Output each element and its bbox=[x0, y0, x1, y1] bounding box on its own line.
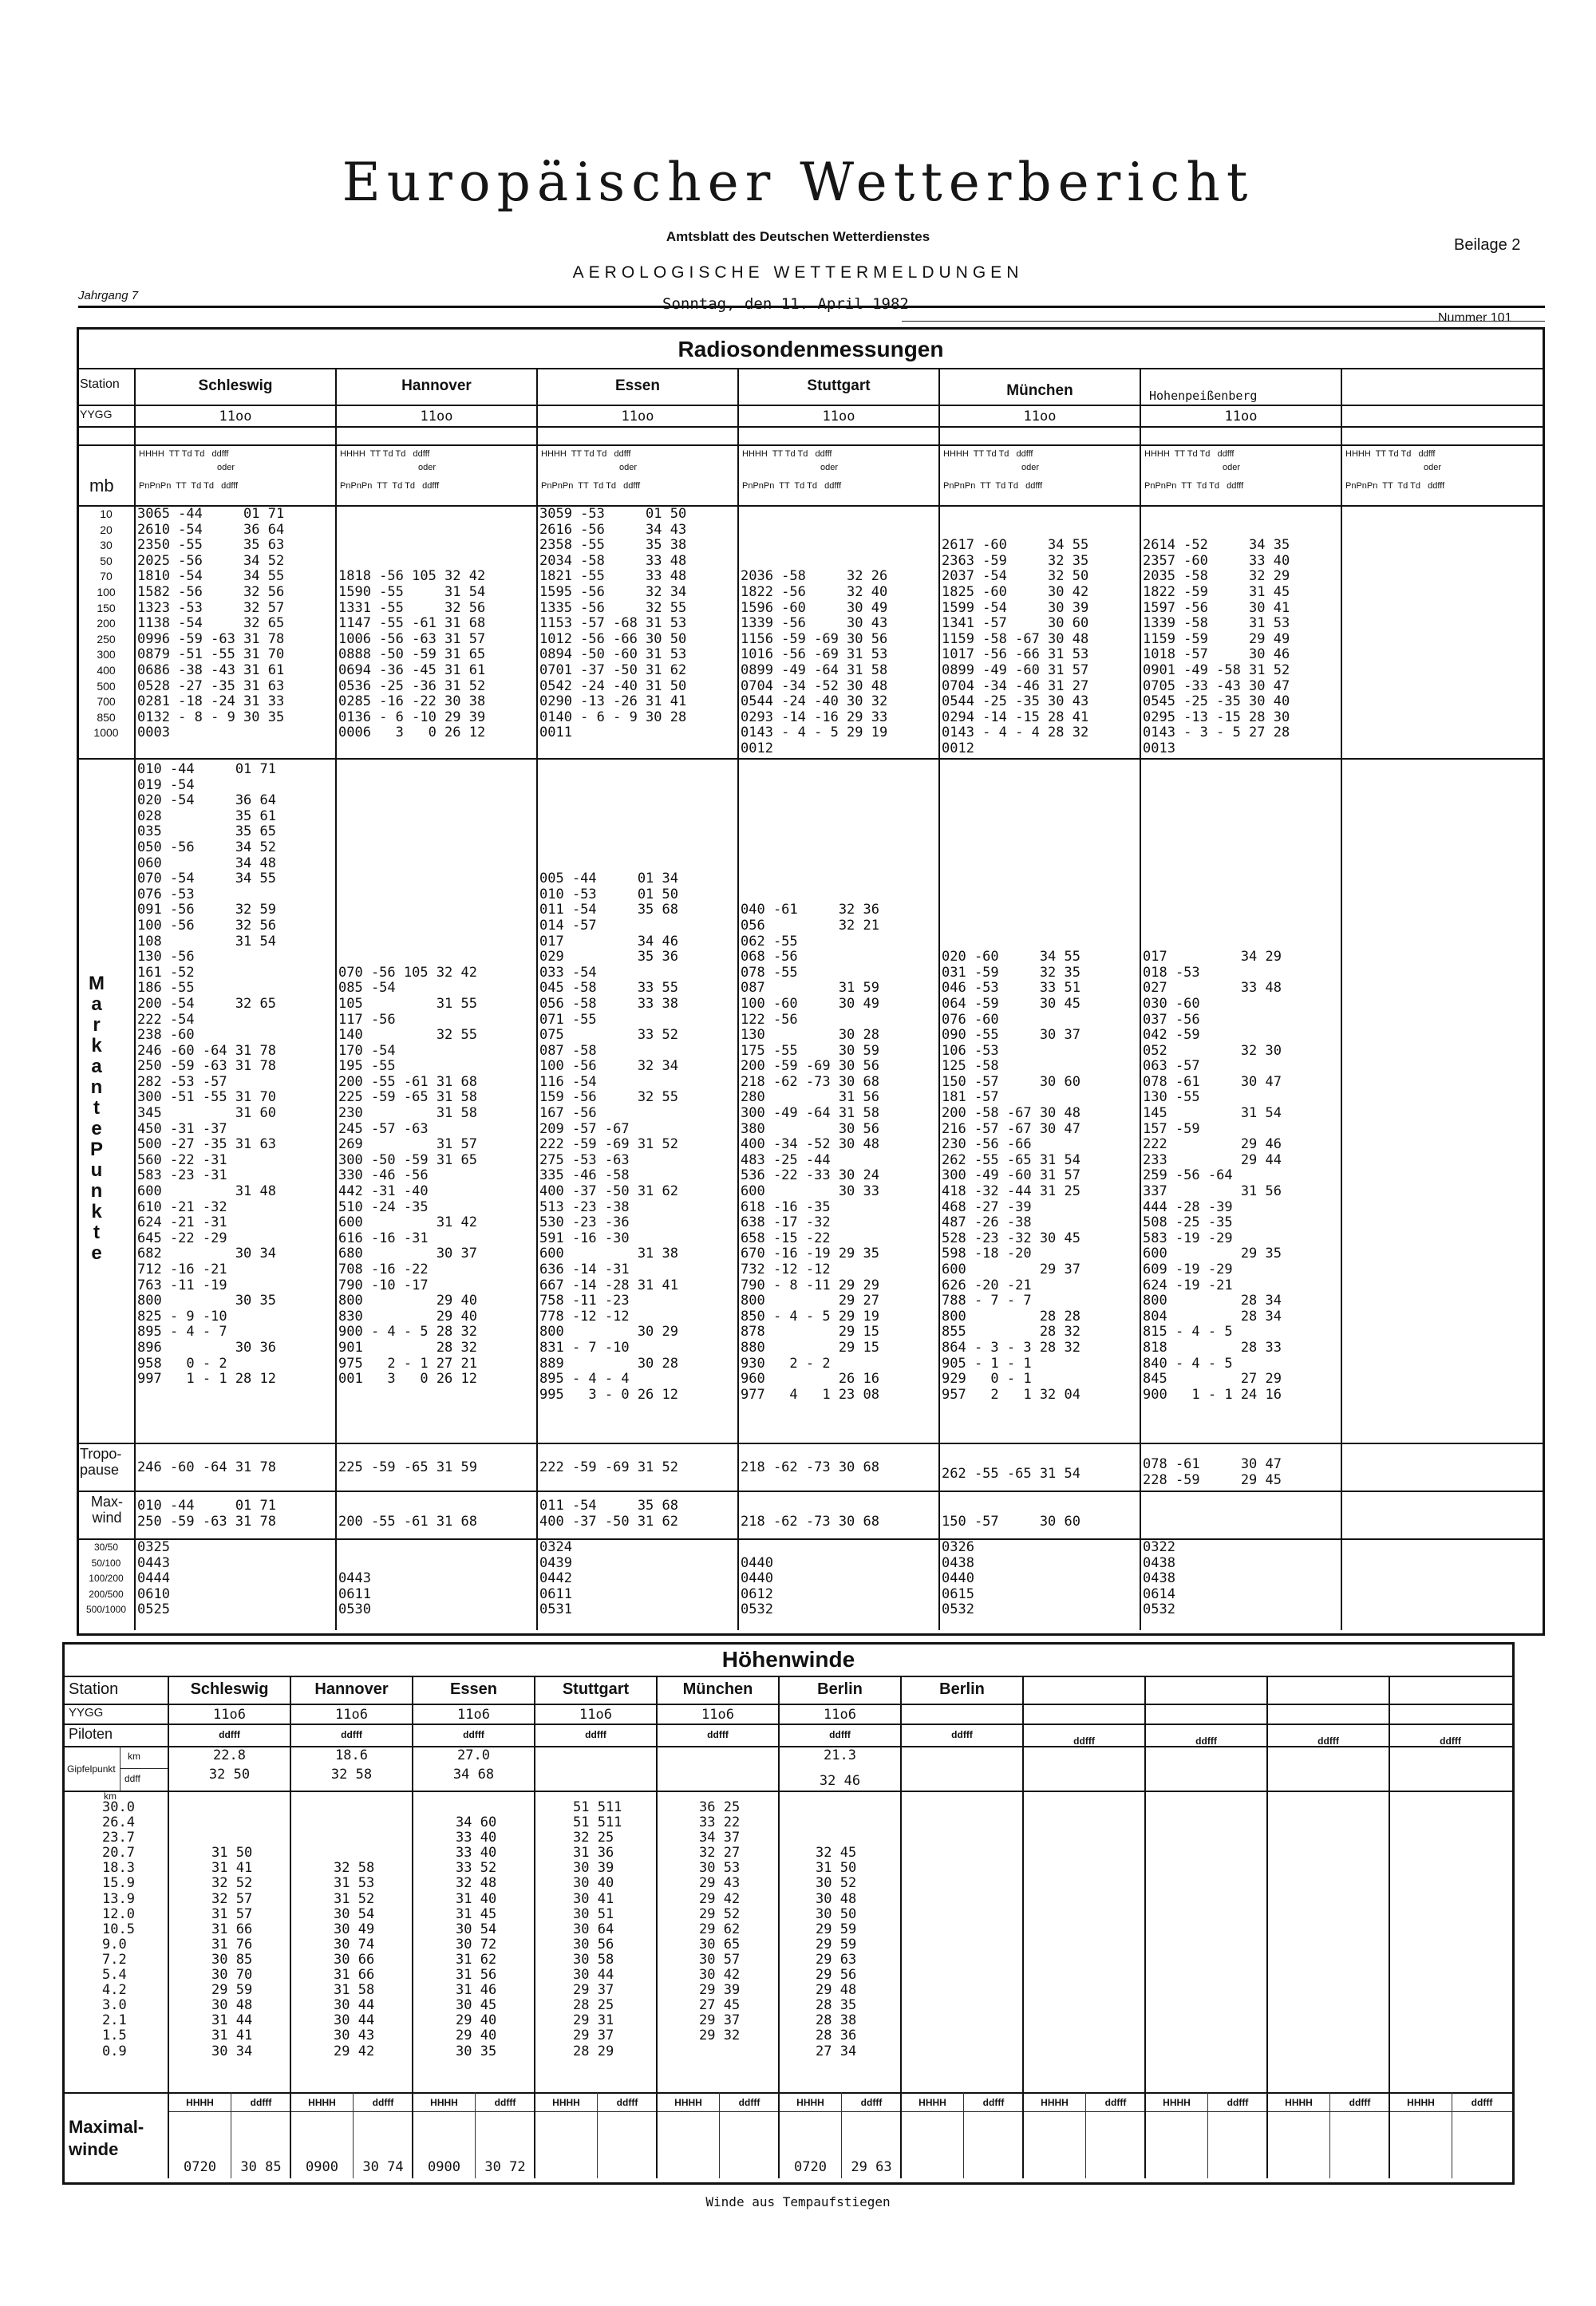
rule bbox=[77, 1538, 1545, 1540]
max-ddfff-head: ddfff bbox=[494, 2097, 516, 2108]
col-rule bbox=[719, 2092, 720, 2178]
col-rule bbox=[737, 368, 739, 1630]
max-hhhh: 0720 bbox=[794, 2159, 827, 2175]
mb-label: mb bbox=[89, 476, 114, 496]
km-col-label: km bbox=[104, 1791, 117, 1802]
max-ddfff-head: ddfff bbox=[860, 2097, 883, 2108]
col-rule bbox=[134, 368, 136, 1630]
rule bbox=[77, 444, 1545, 446]
yygg-value: 11oo bbox=[219, 409, 252, 424]
hw-station: München bbox=[682, 1680, 753, 1698]
winds-stuttgart: 51 511 51 511 32 25 31 36 30 39 30 40 30 41 30 51 30 64 30 56 30 58 30 44 29 37 28 25 29 31 29 37 28 29 bbox=[573, 1799, 622, 2059]
yygg-value: 11oo bbox=[621, 409, 654, 424]
marks-hohenpeissenberg: 017 34 29 018 -53 027 33 48 030 -60 037 -56 042 -59 052 32 30 063 -57 078 -61 30 47 130 -55 145 31 54 157 -59 222 29 46 233 29 44 259 -56 -64 337 31 56 444 -28 -39 508 -25 -35 583 -19 -29 600 29 35 609 -19 -29 624 -19 -21 800 28 34 804 28 34 815 - 4 - 5 818 28 33 840 - 4 - 5 845 27 29 900 1 - 1 24 16 bbox=[1143, 949, 1282, 1403]
hw-piloten: ddfff bbox=[1317, 1735, 1339, 1747]
marks-schleswig: 010 -44 01 71 019 -54 020 -54 36 64 028 35 61 035 35 65 050 -56 34 52 060 34 48 070 -54 34 55 076 -53 091 -56 32 59 100 -56 32 56 108 31 54 130 -56 161 -52 186 -55 200 -54 32 65 222 -54 238 -60 246 -60 -64 31 78 250 -59 -63 31 78 282 -53 -57 300 -51 -55 31 70 345 31 60 450 -31 -37 500 -27 -35 31 63 560 -22 -31 583 -23 -31 600 31 48 610 -21 -32 624 -21 -31 645 -22 -29 682 30 34 712 -16 -21 763 -11 -19 800 30 35 825 - 9 -10 895 - 4 - 7 896 30 36 958 0 - 2 997 1 - 1 28 12 bbox=[137, 761, 276, 1388]
col-rule bbox=[353, 2092, 354, 2178]
standard-levels-muenchen: 2617 -60 34 55 2363 -59 32 35 2037 -54 32 50 1825 -60 30 42 1599 -54 30 39 1341 -57 30 60 1159 -58 -67 30 48 1017 -56 -66 31 53 0899 -49 -60 31 57 0704 -34 -46 31 27 0544 -25 -35 30 43 0294 -14 -15 28 41 0143 - 4 - 4 28 32 0012 bbox=[942, 537, 1089, 756]
rule bbox=[62, 2092, 1515, 2094]
vertical-letter: t bbox=[93, 1097, 100, 1119]
colhead-l2: oder bbox=[820, 463, 839, 472]
hw-piloten: ddfff bbox=[951, 1729, 973, 1740]
hw-yygg: 11o6 bbox=[213, 1707, 246, 1723]
subtitle: AEROLOGISCHE WETTERMELDUNGEN bbox=[572, 263, 1024, 282]
col-rule bbox=[938, 368, 940, 1630]
radiosonde-title: Radiosondenmessungen bbox=[678, 337, 944, 361]
colhead-l1: HHHH TT Td Td ddfff bbox=[139, 449, 229, 459]
mb-level: 250 bbox=[97, 632, 116, 646]
tropopause-value: 225 -59 -65 31 59 bbox=[338, 1459, 477, 1475]
station-muenchen: München bbox=[1006, 382, 1073, 399]
col-rule bbox=[475, 2092, 476, 2178]
rule bbox=[77, 368, 1545, 369]
colhead-l1: HHHH TT Td Td ddfff bbox=[943, 449, 1033, 459]
mb-level: 20 bbox=[100, 523, 113, 536]
hw-station: Essen bbox=[450, 1680, 497, 1698]
hw-yygg: 11o6 bbox=[457, 1707, 490, 1723]
max-ddfff-head: ddfff bbox=[372, 2097, 394, 2108]
thickness-labels bbox=[78, 1540, 134, 1618]
maxwind-value: 010 -44 01 71 250 -59 -63 31 78 bbox=[137, 1498, 276, 1530]
max-ddfff: 30 72 bbox=[484, 2159, 526, 2175]
max-hhhh-head: HHHH bbox=[1163, 2097, 1191, 2108]
gipfel-km: 18.6 bbox=[335, 1747, 368, 1763]
vertical-letter: P bbox=[89, 1139, 103, 1160]
yygg-label: YYGG bbox=[80, 408, 113, 421]
winds-berlin: 32 45 31 50 30 52 30 48 30 50 29 59 29 59 29 63 29 56 29 48 28 35 28 38 28 36 27 34 bbox=[816, 1845, 857, 2059]
max-hhhh-head: HHHH bbox=[1041, 2097, 1069, 2108]
gipfel-dd: 32 46 bbox=[819, 1773, 861, 1789]
hw-piloten: ddfff bbox=[1073, 1735, 1095, 1747]
winds-muenchen: 36 25 33 22 34 37 32 27 30 53 29 43 29 42 29 52 29 62 30 65 30 57 30 42 29 39 27 45 29 37 29 32 bbox=[699, 1799, 741, 2044]
max-hhhh-head: HHHH bbox=[1285, 2097, 1313, 2108]
hw-yygg: 11o6 bbox=[701, 1707, 734, 1723]
thick-label: 500/1000 bbox=[85, 1604, 127, 1616]
vertical-letter: k bbox=[91, 1201, 102, 1222]
thickness-values: 0440 0440 0612 0532 bbox=[741, 1554, 773, 1618]
footer-note: Winde aus Tempaufstiegen bbox=[705, 2194, 891, 2209]
colhead-l1: HHHH TT Td Td ddfff bbox=[742, 449, 832, 459]
hw-piloten: ddfff bbox=[463, 1729, 484, 1740]
col-rule bbox=[1085, 2092, 1086, 2178]
rule bbox=[62, 1704, 1515, 1705]
max-ddfff-head: ddfff bbox=[1349, 2097, 1371, 2108]
standard-levels-schleswig: 3065 -44 01 71 2610 -54 36 64 2350 -55 35 63 2025 -56 34 52 1810 -54 34 55 1582 -56 32 56 1323 -53 32 57 1138 -54 32 65 0996 -59 -63 31 78 0879 -51 -55 31 70 0686 -38 -43 31 61 0528 -27 -35 31 63 0281 -18 -24 31 33 0132 - 8 - 9 30 35 0003 bbox=[137, 506, 285, 741]
nummer-label: Nummer 101 bbox=[1438, 311, 1512, 325]
rule bbox=[77, 426, 1545, 428]
station-schleswig: Schleswig bbox=[198, 377, 273, 394]
colhead-l2: oder bbox=[619, 463, 638, 472]
km-label: km bbox=[128, 1751, 140, 1762]
mb-level: 500 bbox=[97, 679, 116, 693]
yygg-value: 11oo bbox=[420, 409, 453, 424]
max-hhhh-head: HHHH bbox=[308, 2097, 336, 2108]
header-rule bbox=[78, 306, 1545, 308]
winds-schleswig: 31 50 31 41 32 52 32 57 31 57 31 66 31 76 30 85 30 70 29 59 30 48 31 44 31 41 30 34 bbox=[211, 1845, 253, 2059]
hw-piloten: ddfff bbox=[585, 1729, 606, 1740]
gipfel-dd: 32 50 bbox=[208, 1767, 251, 1783]
maxwind-value: 200 -55 -61 31 68 bbox=[338, 1513, 477, 1530]
yygg-label: YYGG bbox=[69, 1706, 104, 1720]
standard-levels-stuttgart: 2036 -58 32 26 1822 -56 32 40 1596 -60 30 49 1339 -56 30 43 1156 -59 -69 30 56 1016 -56 -69 31 53 0899 -49 -64 31 58 0704 -34 -52 30 48 0544 -24 -40 30 32 0293 -14 -16 29 33 0143 - 4 - 5 29 19 0012 bbox=[741, 568, 888, 756]
hw-station: Schleswig bbox=[190, 1680, 269, 1698]
mb-level: 100 bbox=[97, 585, 116, 598]
gipfel-dd: 32 58 bbox=[330, 1767, 373, 1783]
vertical-letter: n bbox=[90, 1180, 103, 1202]
max-ddfff: 30 74 bbox=[362, 2159, 404, 2175]
marks-muenchen: 020 -60 34 55 031 -59 32 35 046 -53 33 51 064 -59 30 45 076 -60 090 -55 30 37 106 -53 125 -58 150 -57 30 60 181 -57 200 -58 -67 30 48 216 -57 -67 30 47 230 -56 -66 262 -55 -65 31 54 300 -49 -60 31 57 418 -32 -44 31 25 468 -27 -39 487 -26 -38 528 -23 -32 30 45 598 -18 -20 600 29 37 626 -20 -21 788 - 7 - 7 800 28 28 855 28 32 864 - 3 - 3 28 32 905 - 1 - 1 929 0 - 1 957 2 1 32 04 bbox=[942, 949, 1080, 1403]
maxwind-value: 011 -54 35 68 400 -37 -50 31 62 bbox=[539, 1498, 678, 1530]
colhead-l3: PnPnPn TT Td Td ddfff bbox=[139, 481, 239, 491]
max-hhhh-head: HHHH bbox=[430, 2097, 458, 2108]
max-hhhh-head: HHHH bbox=[1407, 2097, 1435, 2108]
yygg-value: 11oo bbox=[822, 409, 855, 424]
gipfel-km: 21.3 bbox=[824, 1747, 856, 1763]
station-hannover: Hannover bbox=[401, 377, 472, 394]
jahrgang-label: Jahrgang 7 bbox=[78, 289, 139, 302]
mb-level: 850 bbox=[97, 710, 116, 724]
station-essen: Essen bbox=[615, 377, 660, 394]
vertical-letter: r bbox=[93, 1014, 101, 1036]
mb-level: 400 bbox=[97, 663, 116, 677]
colhead-l3: PnPnPn TT Td Td ddfff bbox=[541, 481, 641, 491]
markante-punkte-label bbox=[86, 973, 107, 1264]
tropopause-value: 078 -61 30 47 228 -59 29 45 bbox=[1143, 1456, 1282, 1488]
mb-level: 1000 bbox=[93, 726, 119, 740]
mb-level: 70 bbox=[100, 570, 113, 583]
colhead-l3: PnPnPn TT Td Td ddfff bbox=[1144, 481, 1244, 491]
hw-piloten: ddfff bbox=[219, 1729, 240, 1740]
colhead-l2: oder bbox=[1021, 463, 1040, 472]
marks-stuttgart: 040 -61 32 36 056 32 21 062 -55 068 -56 078 -55 087 31 59 100 -60 30 49 122 -56 130 30 28 175 -55 30 59 200 -59 -69 30 56 218 -62 -73 30 68 280 31 56 300 -49 -64 31 58 380 30 56 400 -34 -52 30 48 483 -25 -44 536 -22 -33 30 24 600 30 33 618 -16 -35 638 -17 -32 658 -15 -22 670 -16 -19 29 35 732 -12 -12 790 - 8 -11 29 29 800 29 27 850 - 4 - 5 29 19 878 29 15 880 29 15 930 2 - 2 960 26 16 977 4 1 23 08 bbox=[741, 902, 879, 1403]
yygg-value: 11oo bbox=[1224, 409, 1258, 424]
thick-label: 50/100 bbox=[91, 1557, 121, 1569]
col-rule bbox=[1207, 2092, 1208, 2178]
col-rule bbox=[841, 2092, 842, 2178]
mb-levels bbox=[78, 507, 134, 741]
standard-levels-hannover: 1818 -56 105 32 42 1590 -55 31 54 1331 -55 32 56 1147 -55 -61 31 68 1006 -56 -63 31 57 0888 -50 -59 31 65 0694 -36 -45 31 61 0536 -25 -36 31 52 0285 -16 -22 30 38 0136 - 6 -10 29 39 0006 3 0 26 12 bbox=[338, 568, 486, 741]
hoehenwinde-title: Höhenwinde bbox=[721, 1647, 855, 1672]
hw-piloten: ddfff bbox=[341, 1729, 362, 1740]
km-levels: 30.0 26.4 23.7 20.7 18.3 15.9 13.9 12.0 10.5 9.0 7.2 5.4 4.2 3.0 2.1 1.5 0.9 bbox=[102, 1799, 135, 2059]
tropopause-label: Tropo-pause bbox=[80, 1446, 122, 1478]
gipfelpunkt-label: Gipfelpunkt bbox=[67, 1763, 116, 1775]
max-hhhh: 0720 bbox=[184, 2159, 216, 2175]
colhead-l2: oder bbox=[418, 463, 437, 472]
thick-label: 30/50 bbox=[93, 1542, 119, 1553]
col-rule bbox=[335, 368, 337, 1630]
station-label: Station bbox=[80, 377, 120, 391]
thickness-values: 0324 0439 0442 0611 0531 bbox=[539, 1539, 572, 1618]
colhead-l3: PnPnPn TT Td Td ddfff bbox=[1345, 481, 1445, 491]
max-ddfff-head: ddfff bbox=[1104, 2097, 1127, 2108]
max-ddfff-head: ddfff bbox=[1471, 2097, 1493, 2108]
vertical-letter: u bbox=[90, 1159, 103, 1181]
rule bbox=[77, 405, 1545, 406]
marks-essen: 005 -44 01 34 010 -53 01 50 011 -54 35 68 014 -57 017 34 46 029 35 36 033 -54 045 -58 33 55 056 -58 33 38 071 -55 075 33 52 087 -58 100 -56 32 34 116 -54 159 -56 32 55 167 -56 209 -57 -67 222 -59 -69 31 52 275 -53 -63 335 -46 -58 400 -37 -50 31 62 513 -23 -38 530 -23 -36 591 -16 -30 600 31 38 636 -14 -31 667 -14 -28 31 41 758 -11 -23 778 -12 -12 800 30 29 831 - 7 -10 889 30 28 895 - 4 - 4 995 3 - 0 26 12 bbox=[539, 871, 678, 1403]
hw-piloten: ddfff bbox=[829, 1729, 851, 1740]
thick-label: 100/200 bbox=[89, 1573, 124, 1585]
amtsblatt-line: Amtsblatt des Deutschen Wetterdienstes bbox=[666, 229, 930, 244]
rule bbox=[62, 1791, 1515, 1792]
vertical-letter: a bbox=[91, 993, 102, 1015]
yygg-value: 11oo bbox=[1023, 409, 1057, 424]
col-rule bbox=[1140, 368, 1141, 1630]
rule bbox=[62, 1676, 1515, 1677]
winds-essen: 34 60 33 40 33 40 33 52 32 48 31 40 31 45 30 54 30 72 31 62 31 56 31 46 30 45 29 40 29 40 30 35 bbox=[456, 1814, 497, 2059]
col-rule bbox=[597, 2092, 598, 2178]
colhead-l2: oder bbox=[1223, 463, 1241, 472]
max-hhhh-head: HHHH bbox=[674, 2097, 702, 2108]
mb-level: 200 bbox=[97, 617, 116, 630]
hw-piloten: ddfff bbox=[1195, 1735, 1217, 1747]
station-stuttgart: Stuttgart bbox=[807, 377, 871, 394]
colhead-l3: PnPnPn TT Td Td ddfff bbox=[943, 481, 1043, 491]
vertical-letter: e bbox=[91, 1118, 102, 1139]
max-hhhh-head: HHHH bbox=[796, 2097, 824, 2108]
tropopause-value: 222 -59 -69 31 52 bbox=[539, 1459, 678, 1475]
vertical-letter: e bbox=[91, 1242, 102, 1264]
gipfel-km: 27.0 bbox=[457, 1747, 490, 1763]
maximalwinde-label: Maximal-winde bbox=[69, 2117, 144, 2159]
rule bbox=[77, 758, 1545, 760]
thickness-values: 0326 0438 0440 0615 0532 bbox=[942, 1539, 974, 1618]
maxwind-value: 150 -57 30 60 bbox=[942, 1513, 1080, 1530]
beilage-label: Beilage 2 bbox=[1454, 236, 1521, 254]
max-ddfff-head: ddfff bbox=[982, 2097, 1005, 2108]
dd-label: ddff bbox=[124, 1773, 140, 1784]
date-label: Sonntag, den 11. April 1982 bbox=[662, 295, 909, 313]
colhead-l2: oder bbox=[1424, 463, 1442, 472]
col-rule bbox=[1329, 2092, 1330, 2178]
colhead-l3: PnPnPn TT Td Td ddfff bbox=[340, 481, 440, 491]
max-hhhh: 0900 bbox=[306, 2159, 338, 2175]
mb-level: 150 bbox=[97, 601, 116, 614]
max-ddfff: 30 85 bbox=[240, 2159, 282, 2175]
rule bbox=[120, 1768, 168, 1769]
maxwind-value: 218 -62 -73 30 68 bbox=[741, 1513, 879, 1530]
rule bbox=[62, 1724, 1515, 1725]
thickness-values: 0325 0443 0444 0610 0525 bbox=[137, 1539, 170, 1618]
vertical-letter: k bbox=[91, 1035, 102, 1056]
tropopause-value: 218 -62 -73 30 68 bbox=[741, 1459, 879, 1475]
gipfel-km: 22.8 bbox=[213, 1747, 246, 1763]
col-rule bbox=[963, 2092, 964, 2178]
thick-label: 200/500 bbox=[89, 1588, 124, 1600]
max-ddfff-head: ddfff bbox=[616, 2097, 638, 2108]
thickness-values: 0443 0611 0530 bbox=[338, 1570, 371, 1618]
mb-level: 300 bbox=[97, 648, 116, 661]
colhead-l1: HHHH TT Td Td ddfff bbox=[340, 449, 430, 459]
max-hhhh-head: HHHH bbox=[186, 2097, 214, 2108]
vertical-letter: n bbox=[90, 1076, 103, 1098]
hw-piloten: ddfff bbox=[707, 1729, 729, 1740]
colhead-l1: HHHH TT Td Td ddfff bbox=[1345, 449, 1436, 459]
max-hhhh-head: HHHH bbox=[552, 2097, 580, 2108]
hw-yygg: 11o6 bbox=[579, 1707, 612, 1723]
header-rule-2 bbox=[902, 321, 1545, 322]
thickness-values: 0322 0438 0438 0614 0532 bbox=[1143, 1539, 1175, 1618]
hw-station: Berlin bbox=[817, 1680, 863, 1698]
vertical-letter: M bbox=[89, 973, 105, 994]
rule bbox=[77, 1443, 1545, 1444]
max-ddfff-head: ddfff bbox=[1227, 2097, 1249, 2108]
standard-levels-essen: 3059 -53 01 50 2616 -56 34 43 2358 -55 35 38 2034 -58 33 48 1821 -55 33 48 1595 -56 32 34 1335 -56 32 55 1153 -57 -68 31 53 1012 -56 -66 30 50 0894 -50 -60 31 53 0701 -37 -50 31 62 0542 -24 -40 31 50 0290 -13 -26 31 41 0140 - 6 - 9 30 28 0011 bbox=[539, 506, 687, 741]
page-title: Europäischer Wetterbericht bbox=[342, 152, 1254, 213]
colhead-l1: HHHH TT Td Td ddfff bbox=[1144, 449, 1235, 459]
vertical-letter: a bbox=[91, 1056, 102, 1077]
maxwind-label: Max-wind bbox=[91, 1494, 123, 1526]
hw-piloten: ddfff bbox=[1440, 1735, 1461, 1747]
mb-level: 30 bbox=[100, 539, 113, 552]
piloten-label: Piloten bbox=[69, 1726, 113, 1742]
rule bbox=[77, 1491, 1545, 1492]
standard-levels-hohenpeissenberg: 2614 -52 34 35 2357 -60 33 40 2035 -58 32 29 1822 -59 31 45 1597 -56 30 41 1339 -58 31 53 1159 -59 29 49 1018 -57 30 46 0901 -49 -58 31 52 0705 -33 -43 30 47 0545 -25 -35 30 40 0295 -13 -15 28 30 0143 - 3 - 5 27 28 0013 bbox=[1143, 537, 1290, 756]
max-ddfff-head: ddfff bbox=[738, 2097, 760, 2108]
winds-hannover: 32 58 31 53 31 52 30 54 30 49 30 74 30 66 31 66 31 58 30 44 30 44 30 43 29 42 bbox=[334, 1860, 375, 2059]
mb-level: 50 bbox=[100, 554, 113, 567]
vertical-letter: t bbox=[93, 1222, 100, 1243]
marks-hannover: 070 -56 105 32 42 085 -54 105 31 55 117 -56 140 32 55 170 -54 195 -55 200 -55 -61 31 68 225 -59 -65 31 58 230 31 58 245 -57 -63 269 31 57 300 -50 -59 31 65 330 -46 -56 442 -31 -40 510 -24 -35 600 31 42 616 -16 -31 680 30 37 708 -16 -22 790 -10 -17 800 29 40 830 29 40 900 - 4 - 5 28 32 901 28 32 975 2 - 1 27 21 001 3 0 26 12 bbox=[338, 964, 477, 1388]
gipfel-dd: 34 68 bbox=[452, 1767, 495, 1783]
colhead-l1: HHHH TT Td Td ddfff bbox=[541, 449, 631, 459]
hw-yygg: 11o6 bbox=[335, 1707, 368, 1723]
colhead-l3: PnPnPn TT Td Td ddfff bbox=[742, 481, 842, 491]
hw-station: Berlin bbox=[939, 1680, 985, 1698]
hw-station: Stuttgart bbox=[562, 1680, 630, 1698]
max-ddfff-head: ddfff bbox=[250, 2097, 272, 2108]
colhead-l2: oder bbox=[217, 463, 235, 472]
max-ddfff: 29 63 bbox=[851, 2159, 892, 2175]
tropopause-value: 246 -60 -64 31 78 bbox=[137, 1459, 276, 1475]
hw-yygg: 11o6 bbox=[824, 1707, 856, 1723]
col-rule bbox=[1341, 368, 1342, 1630]
station-label: Station bbox=[69, 1680, 119, 1698]
tropopause-value: 262 -55 -65 31 54 bbox=[942, 1466, 1080, 1482]
station-hohenpeissenberg: Hohenpeißenberg bbox=[1149, 389, 1258, 403]
max-hhhh: 0900 bbox=[428, 2159, 460, 2175]
hw-station: Hannover bbox=[314, 1680, 389, 1698]
mb-level: 700 bbox=[97, 695, 116, 709]
max-hhhh-head: HHHH bbox=[918, 2097, 946, 2108]
col-rule bbox=[536, 368, 538, 1630]
mb-level: 10 bbox=[100, 507, 113, 520]
